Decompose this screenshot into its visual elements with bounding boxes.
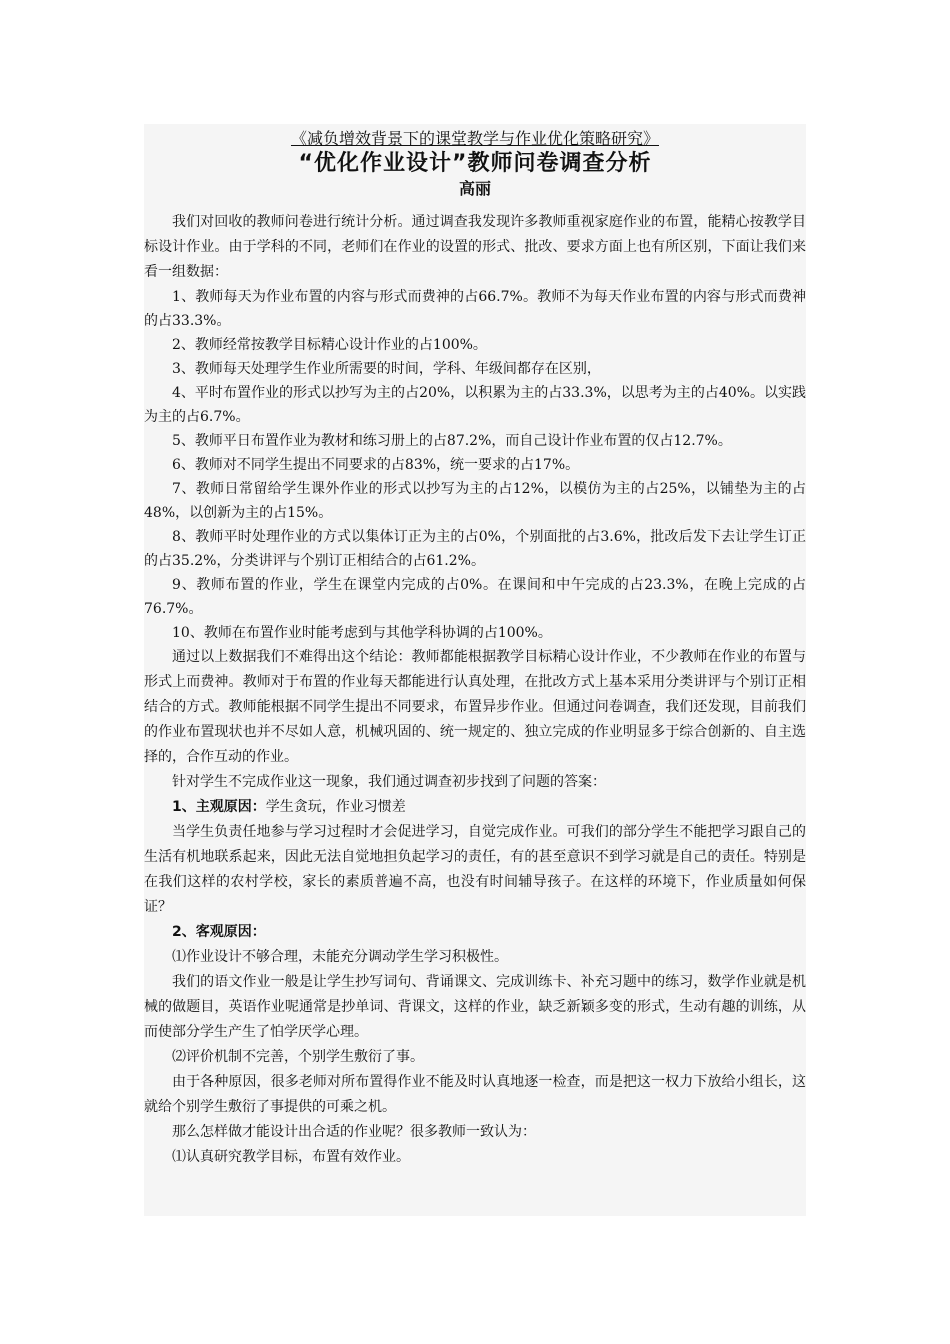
page-title: “优化作业设计”教师问卷调查分析 <box>298 151 652 176</box>
conclusion-paragraph: 通过以上数据我们不难得出这个结论：教师都能根据教学目标精心设计作业，不少教师在作业的布置与形式上而费神。教师对于布置的作业每天都能进行认真处理，在批改方式上基本采用分类讲评与个别订正相结合的方式。教师能根据不同学生提出不同要求，布置异步作业。但通过问卷调查，我们还发现，目前我们的作业布置现状也并不尽如人意，机械巩固的、统一规定的、独立完成的作业明显多于综合创新的、自主选择的，合作互动的作业。 <box>144 649 806 765</box>
objective-point-2: ⑵评价机制不完善，个别学生敷衍了事。 <box>172 1049 424 1065</box>
closing-question: 那么怎样做才能设计出合适的作业呢？很多教师一致认为： <box>172 1124 536 1140</box>
objective-label: 2、客观原因： <box>172 924 266 940</box>
objective-point-1-body: 我们的语文作业一般是让学生抄写词句、背诵课文、完成训练卡、补充习题中的练习，数学作业就是机械的做题目，英语作业呢通常是抄单词、背课文，这样的作业，缺乏新颖多变的形式，生动有趣的训练，从而使部分学生产生了怕学厌学心理。 <box>144 974 806 1040</box>
data-item: 6、教师对不同学生提出不同要求的占83%，统一要求的占17%。 <box>172 457 580 473</box>
document-page <box>144 124 806 1216</box>
suggestion-1: ⑴认真研究教学目标，布置有效作业。 <box>172 1149 410 1165</box>
subjective-reason <box>144 795 806 820</box>
subjective-summary: 学生贪玩，作业习惯差 <box>265 799 406 815</box>
data-item: 8、教师平时处理作业的方式以集体订正为主的占0%，个别面批的占3.6%，批改后发下去让学生订正的占35.2%，分类讲评与个别订正相结合的占61.2%。 <box>144 529 806 569</box>
data-item: 7、教师日常留给学生课外作业的形式以抄写为主的占12%，以模仿为主的占25%，以铺垫为主的占48%，以创新为主的占15%。 <box>144 481 806 521</box>
transition-paragraph: 针对学生不完成作业这一现象，我们通过调查初步找到了问题的答案： <box>172 774 606 790</box>
objective-reason <box>144 920 806 945</box>
objective-point-1: ⑴作业设计不够合理，未能充分调动学生学习积极性。 <box>172 949 508 965</box>
data-item: 5、教师平日布置作业为教材和练习册上的占87.2%，而自己设计作业布置的仅占12.7%。 <box>172 433 732 449</box>
objective-point-2-body: 由于各种原因，很多老师对所布置得作业不能及时认真地逐一检查，而是把这一权力下放给小组长，这就给个别学生敷衍了事提供的可乘之机。 <box>144 1074 806 1115</box>
series-title: 《减负增效背景下的课堂教学与作业优化策略研究》 <box>290 129 659 148</box>
data-item: 10、教师在布置作业时能考虑到与其他学科协调的占100%。 <box>172 625 552 641</box>
data-item: 2、教师经常按教学目标精心设计作业的占100%。 <box>172 337 487 353</box>
data-item: 4、平时布置作业的形式以抄写为主的占20%，以积累为主的占33.3%，以思考为主的占40%。以实践为主的占6.7%。 <box>144 385 806 425</box>
subjective-body: 当学生负责任地参与学习过程时才会促进学习，自觉完成作业。可我们的部分学生不能把学习跟自己的生活有机地联系起来，因此无法自觉地担负起学习的责任，有的甚至意识不到学习就是自己的责任。特别是在我们这样的农村学校，家长的素质普遍不高，也没有时间辅导孩子。在这样的环境下，作业质量如何保证？ <box>144 824 806 915</box>
data-item: 9、教师布置的作业，学生在课堂内完成的占0%。在课间和中午完成的占23.3%，在晚上完成的占76.7%。 <box>144 577 806 617</box>
data-item: 1、教师每天为作业布置的内容与形式而费神的占66.7%。教师不为每天作业布置的内容与形式而费神的占33.3%。 <box>144 289 806 329</box>
author-name: 高丽 <box>458 179 491 198</box>
subjective-label: 1、主观原因： <box>172 799 266 815</box>
intro-paragraph: 我们对回收的教师问卷进行统计分析。通过调查我发现许多教师重视家庭作业的布置，能精心按教学目标设计作业。由于学科的不同，老师们在作业的设置的形式、批改、要求方面上也有所区别，下面让我们来看一组数据： <box>144 214 806 280</box>
data-item: 3、教师每天处理学生作业所需要的时间，学科、年级间都存在区别， <box>172 361 601 377</box>
